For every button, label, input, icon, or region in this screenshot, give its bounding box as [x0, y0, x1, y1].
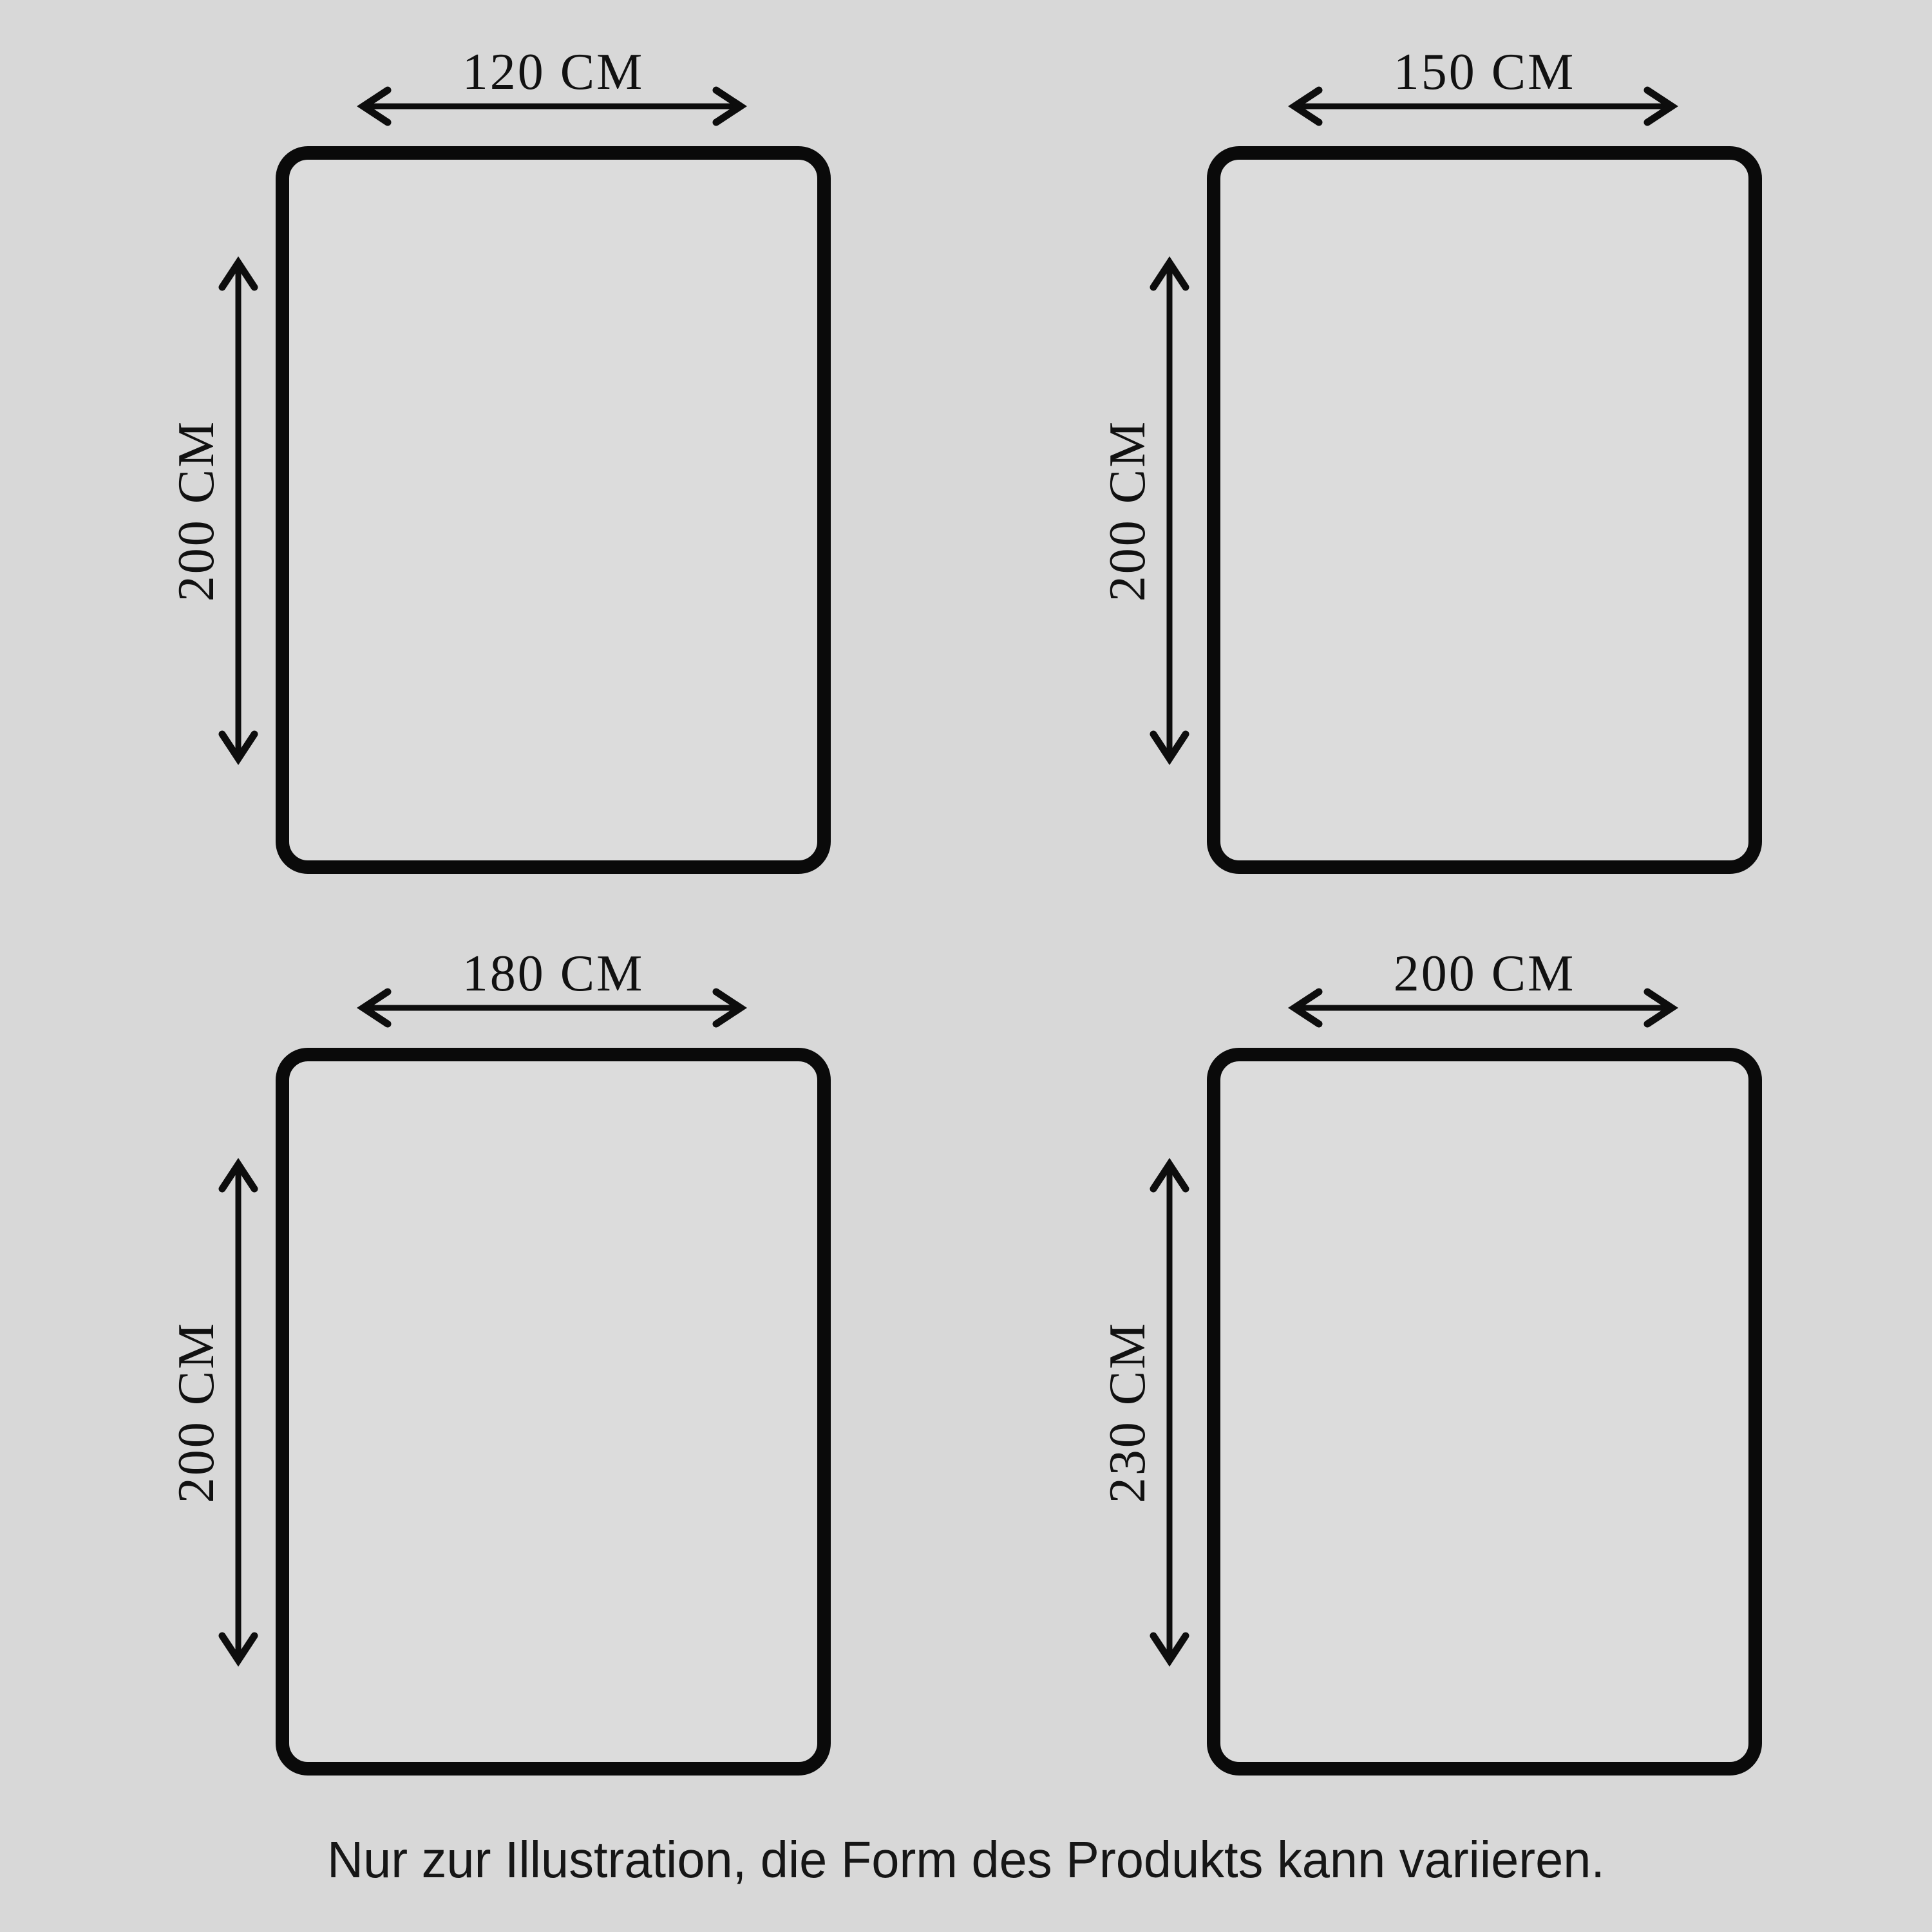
width-arrow-icon — [1284, 85, 1682, 128]
product-outline — [276, 146, 831, 874]
height-label: 200 CM — [168, 419, 225, 602]
size-diagram-bottom-right — [931, 902, 1862, 1803]
width-arrow-icon — [353, 987, 751, 1029]
size-diagram-top-right — [931, 0, 1862, 902]
width-label: 150 CM — [1393, 44, 1576, 100]
product-outline — [1207, 146, 1762, 874]
size-diagram-bottom-left — [0, 902, 931, 1803]
width-label: 120 CM — [462, 44, 645, 100]
product-outline — [1207, 1048, 1762, 1776]
height-label: 200 CM — [1099, 419, 1156, 602]
width-arrow-icon — [1284, 987, 1682, 1029]
product-outline — [276, 1048, 831, 1776]
width-label: 180 CM — [462, 945, 645, 1002]
size-diagram-top-left — [0, 0, 931, 902]
disclaimer-caption: Nur zur Illustration, die Form des Produkts kann variieren. — [327, 1831, 1605, 1888]
height-label: 200 CM — [168, 1321, 225, 1504]
width-label: 200 CM — [1393, 945, 1576, 1002]
width-arrow-icon — [353, 85, 751, 128]
height-label: 230 CM — [1099, 1321, 1156, 1504]
